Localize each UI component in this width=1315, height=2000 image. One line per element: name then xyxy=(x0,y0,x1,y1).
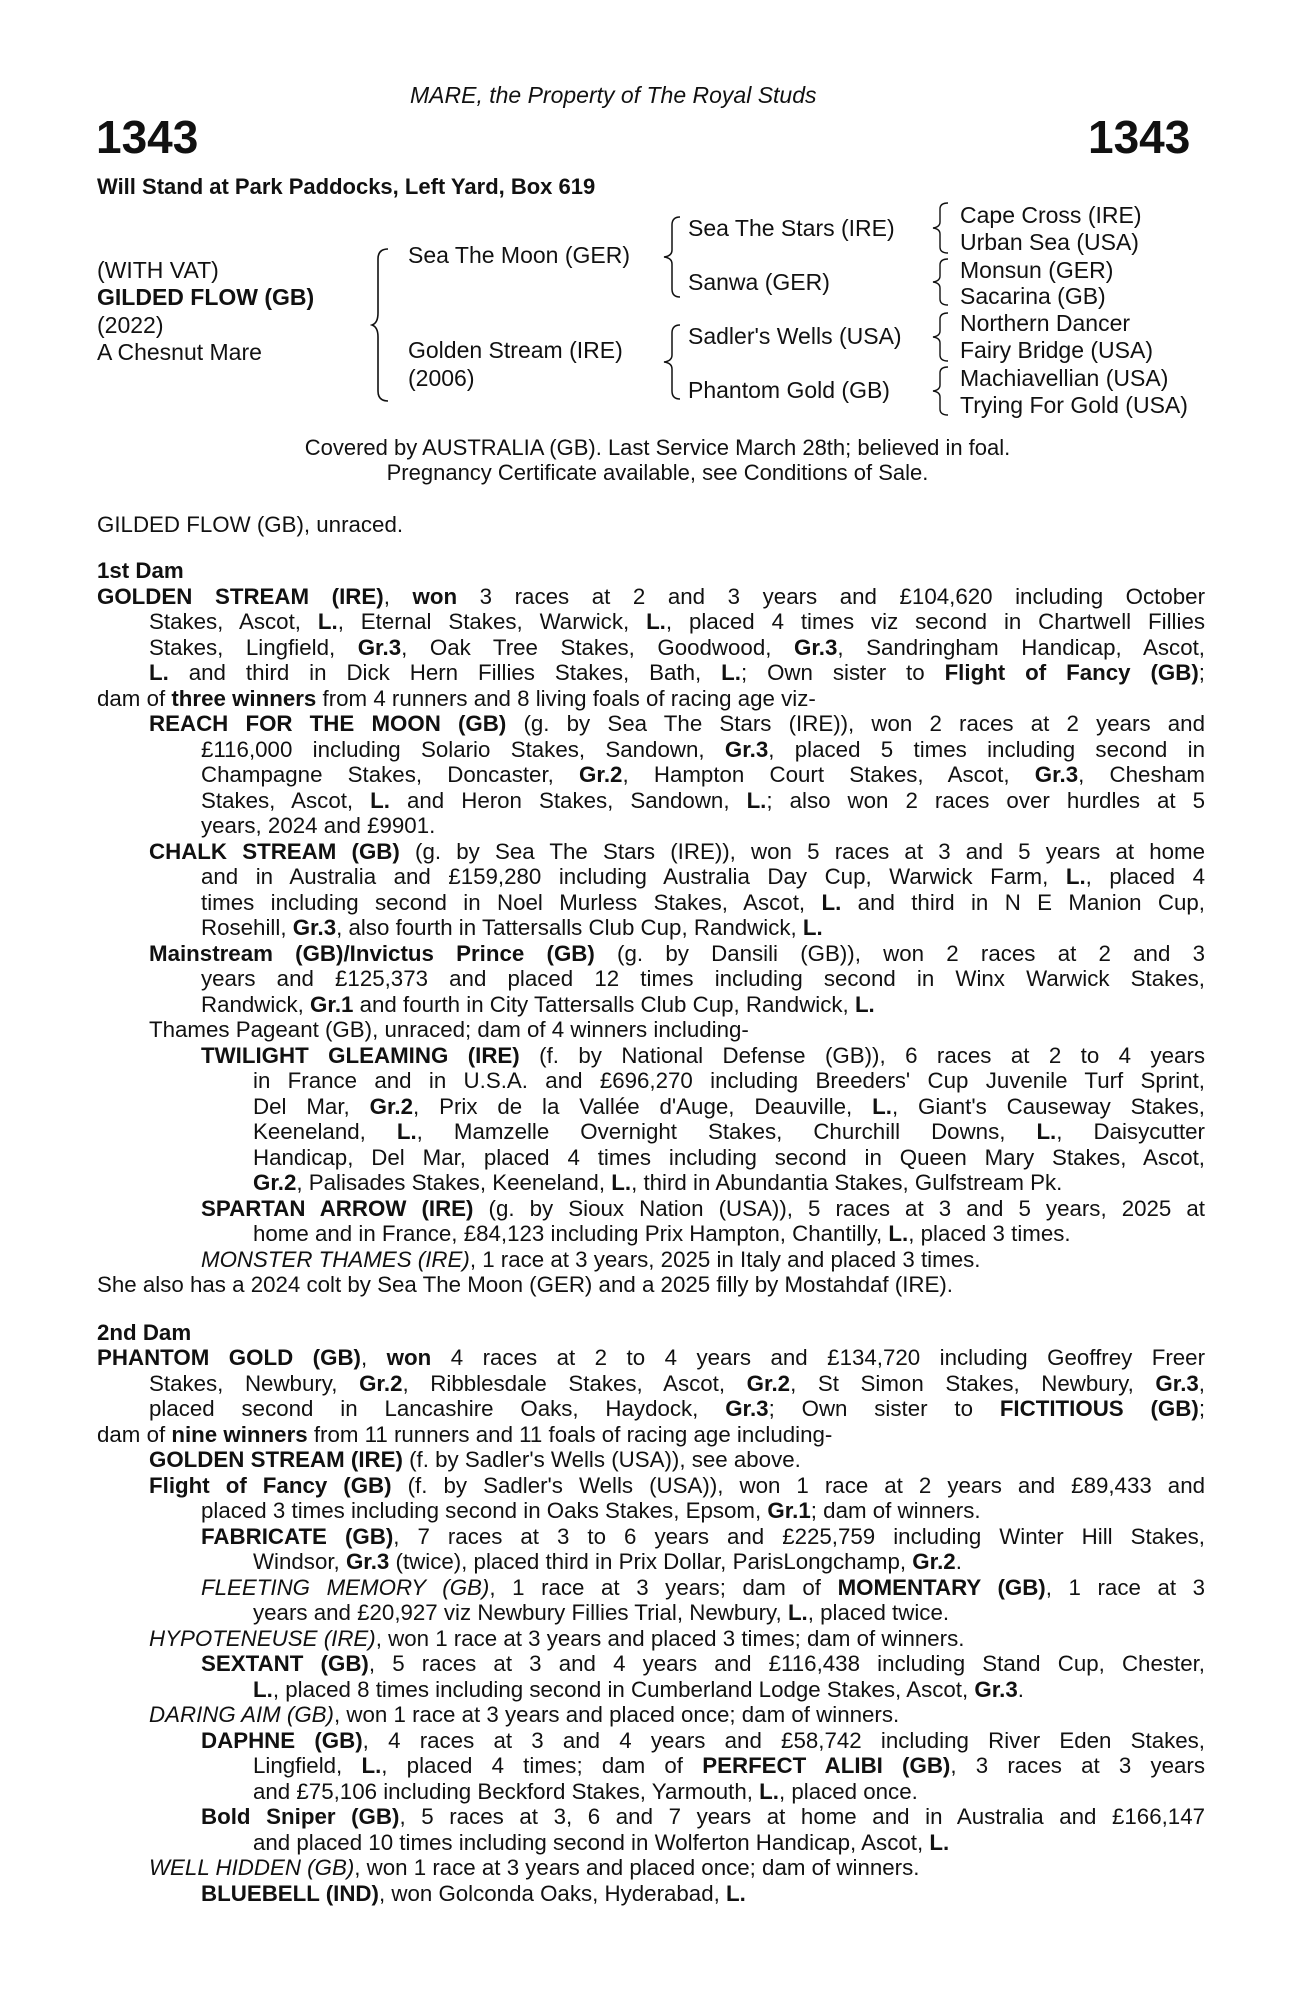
text-line: CHALK STREAM (GB) (g. by Sea The Stars (IRE)), won 5 races at 3 and 5 years at home xyxy=(149,838,1206,864)
sale-subtitle: MARE, the Property of The Royal Studs xyxy=(410,82,817,108)
grandsire-2: Monsun (GER) xyxy=(960,257,1114,283)
text-line: PHANTOM GOLD (GB), won 4 races at 2 to 4 years and £134,720 including Geoffrey Freer xyxy=(97,1345,1205,1370)
brace-main xyxy=(370,245,400,405)
text-line: GOLDEN STREAM (IRE) (f. by Sadler's Wells (USA)), see above. xyxy=(149,1447,801,1472)
granddam-2: Sacarina (GB) xyxy=(960,283,1106,309)
text-line: Flight of Fancy (GB) (f. by Sadler's Wells (USA)), won 1 race at 2 years and £89,433 and xyxy=(149,1472,1206,1498)
stand-location: Will Stand at Park Paddocks, Left Yard, Box 619 xyxy=(97,174,596,199)
text-line: in France and in U.S.A. and £696,270 including Breeders' Cup Juvenile Turf Sprint, xyxy=(253,1068,1205,1093)
text-line: SPARTAN ARROW (IRE) (g. by Sioux Nation (USA)), 5 races at 3 and 5 years, 2025 at xyxy=(201,1195,1205,1221)
granddam-4: Trying For Gold (USA) xyxy=(960,392,1188,418)
brace-g2 xyxy=(928,256,958,308)
text-line: times including second in Noel Murless Stakes, Ascot, L. and third in N E Manion Cup, xyxy=(201,889,1205,915)
text-line: L. and third in Dick Hern Fillies Stakes, Bath, L.; Own sister to Flight of Fancy (GB); xyxy=(149,660,1205,685)
text-line: Handicap, Del Mar, placed 4 times including second in Queen Mary Stakes, Ascot, xyxy=(253,1144,1205,1170)
text-line: REACH FOR THE MOON (GB) (g. by Sea The Stars (IRE)), won 2 races at 2 years and xyxy=(149,711,1205,736)
text-line: Stakes, Newbury, Gr.2, Ribblesdale Stakes, Ascot, Gr.2, St Simon Stakes, Newbury, Gr.3, xyxy=(149,1370,1205,1396)
text-line: and placed 10 times including second in Wolferton Handicap, Ascot, L. xyxy=(253,1829,950,1855)
first-dam-heading: 1st Dam xyxy=(97,558,184,583)
text-line: Mainstream (GB)/Invictus Prince (GB) (g. by Dansili (GB)), won 2 races at 2 and 3 xyxy=(149,940,1205,966)
text-line: home and in France, £84,123 including Prix Hampton, Chantilly, L., placed 3 times. xyxy=(253,1221,1071,1246)
horse-name: GILDED FLOW (GB) xyxy=(97,284,315,310)
text-line: SEXTANT (GB), 5 races at 3 and 4 years and £116,438 including Stand Cup, Chester, xyxy=(201,1651,1205,1676)
text-line: years and £125,373 and placed 12 times including second in Winx Warwick Stakes, xyxy=(201,966,1205,991)
second-dam-heading: 2nd Dam xyxy=(97,1319,192,1345)
text-line: MONSTER THAMES (IRE), 1 race at 3 years, 2025 in Italy and placed 3 times. xyxy=(201,1246,981,1272)
brace-sire xyxy=(660,214,690,300)
sire-name: Sea The Moon (GER) xyxy=(408,242,631,268)
text-line: L., placed 8 times including second in Cumberland Lodge Stakes, Ascot, Gr.3. xyxy=(253,1676,1024,1702)
text-line: placed 3 times including second in Oaks Stakes, Epsom, Gr.1; dam of winners. xyxy=(201,1498,981,1523)
text-line: placed second in Lancashire Oaks, Haydock, Gr.3; Own sister to FICTITIOUS (GB); xyxy=(149,1396,1206,1421)
text-line: years, 2024 and £9901. xyxy=(201,813,436,838)
grandsire-3: Northern Dancer xyxy=(960,310,1131,336)
brace-g4 xyxy=(928,364,958,418)
text-line: DAPHNE (GB), 4 races at 3 and 4 years and £58,742 including River Eden Stakes, xyxy=(201,1727,1205,1753)
text-line: Stakes, Lingfield, Gr.3, Oak Tree Stakes, Goodwood, Gr.3, Sandringham Handicap, Ascot, xyxy=(149,634,1205,660)
horse-description: A Chesnut Mare xyxy=(97,339,262,365)
text-line: HYPOTENEUSE (IRE), won 1 race at 3 years and placed 3 times; dam of winners. xyxy=(149,1625,965,1651)
brace-g3 xyxy=(928,310,958,364)
text-line: Gr.2, Palisades Stakes, Keeneland, L., third in Abundantia Stakes, Gulfstream Pk. xyxy=(253,1170,1063,1195)
covered-line-2: Pregnancy Certificate available, see Conditions of Sale. xyxy=(386,460,929,485)
horse-year: (2022) xyxy=(97,312,164,338)
text-line: years and £20,927 viz Newbury Fillies Trial, Newbury, L., placed twice. xyxy=(253,1600,950,1625)
text-line: Champagne Stakes, Doncaster, Gr.2, Hampton Court Stakes, Ascot, Gr.3, Chesham xyxy=(201,762,1205,787)
text-line: Stakes, Ascot, L., Eternal Stakes, Warwick, L., placed 4 times viz second in Chartwell Fillies xyxy=(149,609,1205,634)
text-line: She also has a 2024 colt by Sea The Moon (GER) and a 2025 filly by Mostahdaf (IRE). xyxy=(97,1272,954,1297)
brace-dam xyxy=(660,322,690,402)
text-line: Windsor, Gr.3 (twice), placed third in Prix Dollar, ParisLongchamp, Gr.2. xyxy=(253,1549,962,1574)
dam-year: (2006) xyxy=(408,365,475,391)
grandsire-4: Machiavellian (USA) xyxy=(960,365,1169,391)
brace-g1 xyxy=(928,200,958,256)
lot-number-right: 1343 xyxy=(1088,111,1191,163)
text-line: Randwick, Gr.1 and fourth in City Tattersalls Club Cup, Randwick, L. xyxy=(201,991,875,1017)
text-line: and in Australia and £159,280 including Australia Day Cup, Warwick Farm, L., placed 4 xyxy=(201,864,1205,889)
text-line: Thames Pageant (GB), unraced; dam of 4 winners including- xyxy=(149,1017,749,1042)
text-line: Bold Sniper (GB), 5 races at 3, 6 and 7 years at home and in Australia and £166,147 xyxy=(201,1804,1205,1829)
second-dam-section xyxy=(97,1345,1205,1906)
dam-name: Golden Stream (IRE) xyxy=(408,337,623,363)
dam-dam: Phantom Gold (GB) xyxy=(688,377,890,403)
text-line: Rosehill, Gr.3, also fourth in Tattersalls Club Cup, Randwick, L. xyxy=(201,915,823,940)
text-line: Stakes, Ascot, L. and Heron Stakes, Sandown, L.; also won 2 races over hurdles at 5 xyxy=(201,787,1206,813)
text-line: dam of nine winners from 11 runners and 11 foals of racing age including- xyxy=(97,1421,833,1447)
text-line: and £75,106 including Beckford Stakes, Yarmouth, L., placed once. xyxy=(253,1778,918,1804)
granddam-1: Urban Sea (USA) xyxy=(960,229,1139,255)
text-line: BLUEBELL (IND), won Golconda Oaks, Hyderabad, L. xyxy=(201,1880,746,1906)
text-line: FLEETING MEMORY (GB), 1 race at 3 years; dam of MOMENTARY (GB), 1 race at 3 xyxy=(201,1574,1206,1600)
lot-number-left: 1343 xyxy=(96,111,199,163)
text-line: DARING AIM (GB), won 1 race at 3 years and placed once; dam of winners. xyxy=(149,1702,900,1727)
text-line: Lingfield, L., placed 4 times; dam of PERFECT ALIBI (GB), 3 races at 3 years xyxy=(253,1753,1205,1778)
text-line: FABRICATE (GB), 7 races at 3 to 6 years and £225,759 including Winter Hill Stakes, xyxy=(201,1523,1206,1549)
text-line: Del Mar, Gr.2, Prix de la Vallée d'Auge, Deauville, L., Giant's Causeway Stakes, xyxy=(253,1093,1205,1119)
text-line: dam of three winners from 4 runners and 8 living foals of racing age viz- xyxy=(97,685,816,711)
catalogue-body xyxy=(97,558,1205,1906)
intro-line: GILDED FLOW (GB), unraced. xyxy=(97,512,404,537)
vat-note: (WITH VAT) xyxy=(97,257,219,283)
sire-dam: Sanwa (GER) xyxy=(688,269,830,295)
sire-sire: Sea The Stars (IRE) xyxy=(688,215,895,241)
text-line: TWILIGHT GLEAMING (IRE) (f. by National Defense (GB)), 6 races at 2 to 4 years xyxy=(201,1042,1205,1068)
granddam-3: Fairy Bridge (USA) xyxy=(960,337,1153,363)
text-line: GOLDEN STREAM (IRE), won 3 races at 2 and 3 years and £104,620 including October xyxy=(97,583,1205,609)
text-line: WELL HIDDEN (GB), won 1 race at 3 years and placed once; dam of winners. xyxy=(149,1855,920,1880)
first-dam-section xyxy=(97,584,1205,1298)
text-line: Keeneland, L., Mamzelle Overnight Stakes, Churchill Downs, L., Daisycutter xyxy=(253,1119,1205,1144)
text-line: £116,000 including Solario Stakes, Sandown, Gr.3, placed 5 times including second in xyxy=(201,736,1205,762)
grandsire-1: Cape Cross (IRE) xyxy=(960,202,1142,228)
covered-line-1: Covered by AUSTRALIA (GB). Last Service March 28th; believed in foal. xyxy=(304,435,1011,460)
dam-sire: Sadler's Wells (USA) xyxy=(688,323,902,349)
